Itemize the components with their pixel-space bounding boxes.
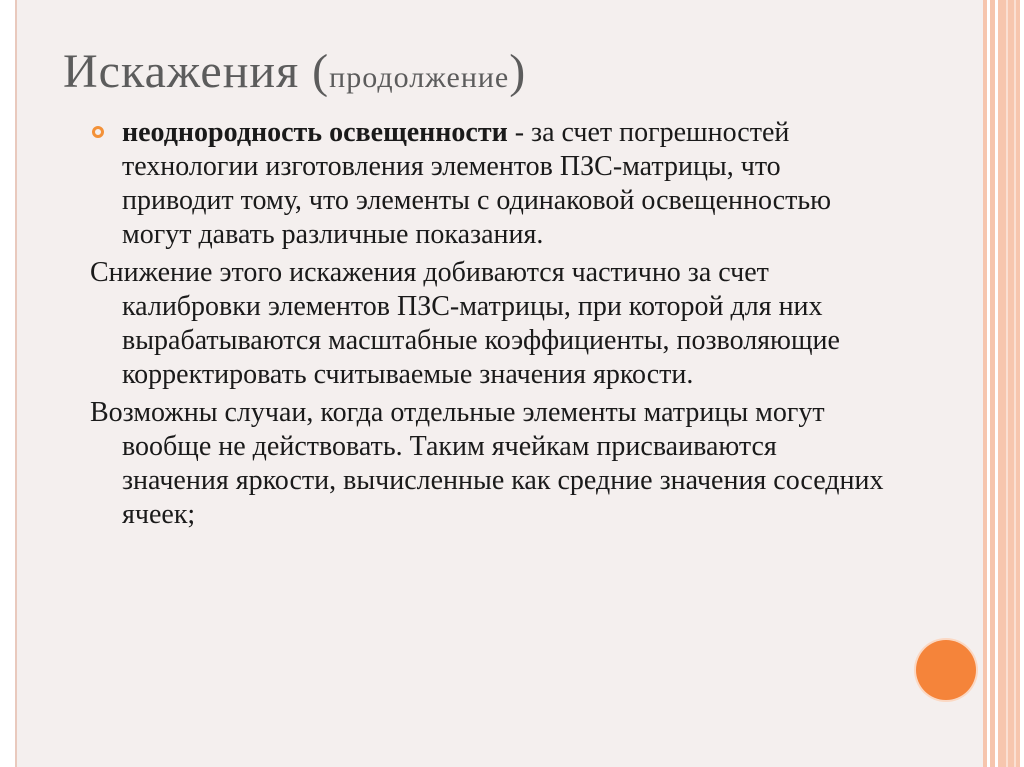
orange-circle-decoration bbox=[916, 640, 976, 700]
title-main: Искажения ( bbox=[63, 45, 330, 98]
bullet-paragraph bbox=[90, 116, 890, 252]
slide-body bbox=[90, 116, 890, 536]
bullet-term: неоднородность освещенности bbox=[122, 117, 508, 148]
paragraph-calibration: Снижение этого искажения добиваются частично за счет калибровки элементов ПЗС-матрицы, при которой для них вырабатываются масштабные коэффициенты, позволяющие корректировать считываемые значения яркости. bbox=[90, 257, 840, 390]
slide-title bbox=[63, 44, 526, 106]
title-close-paren: ) bbox=[509, 45, 527, 98]
decorative-stripe-line bbox=[1014, 0, 1016, 767]
decorative-stripe-wide bbox=[998, 0, 1020, 767]
decorative-stripe-line bbox=[1006, 0, 1008, 767]
title-subtitle: продолжение bbox=[329, 61, 510, 94]
ring-bullet-icon bbox=[92, 126, 104, 138]
paragraph-dead-pixels: Возможны случаи, когда отдельные элементы матрицы могут вообще не действовать. Таким ячейкам присваиваются значения яркости, вычисленные как средние значения соседних ячеек; bbox=[90, 397, 884, 530]
bullet-description: - за счет погрешностей технологии изготовления элементов ПЗС-матрицы, что приводит тому, что элементы с одинаковой освещенностью могут давать различные показания. bbox=[122, 117, 832, 250]
